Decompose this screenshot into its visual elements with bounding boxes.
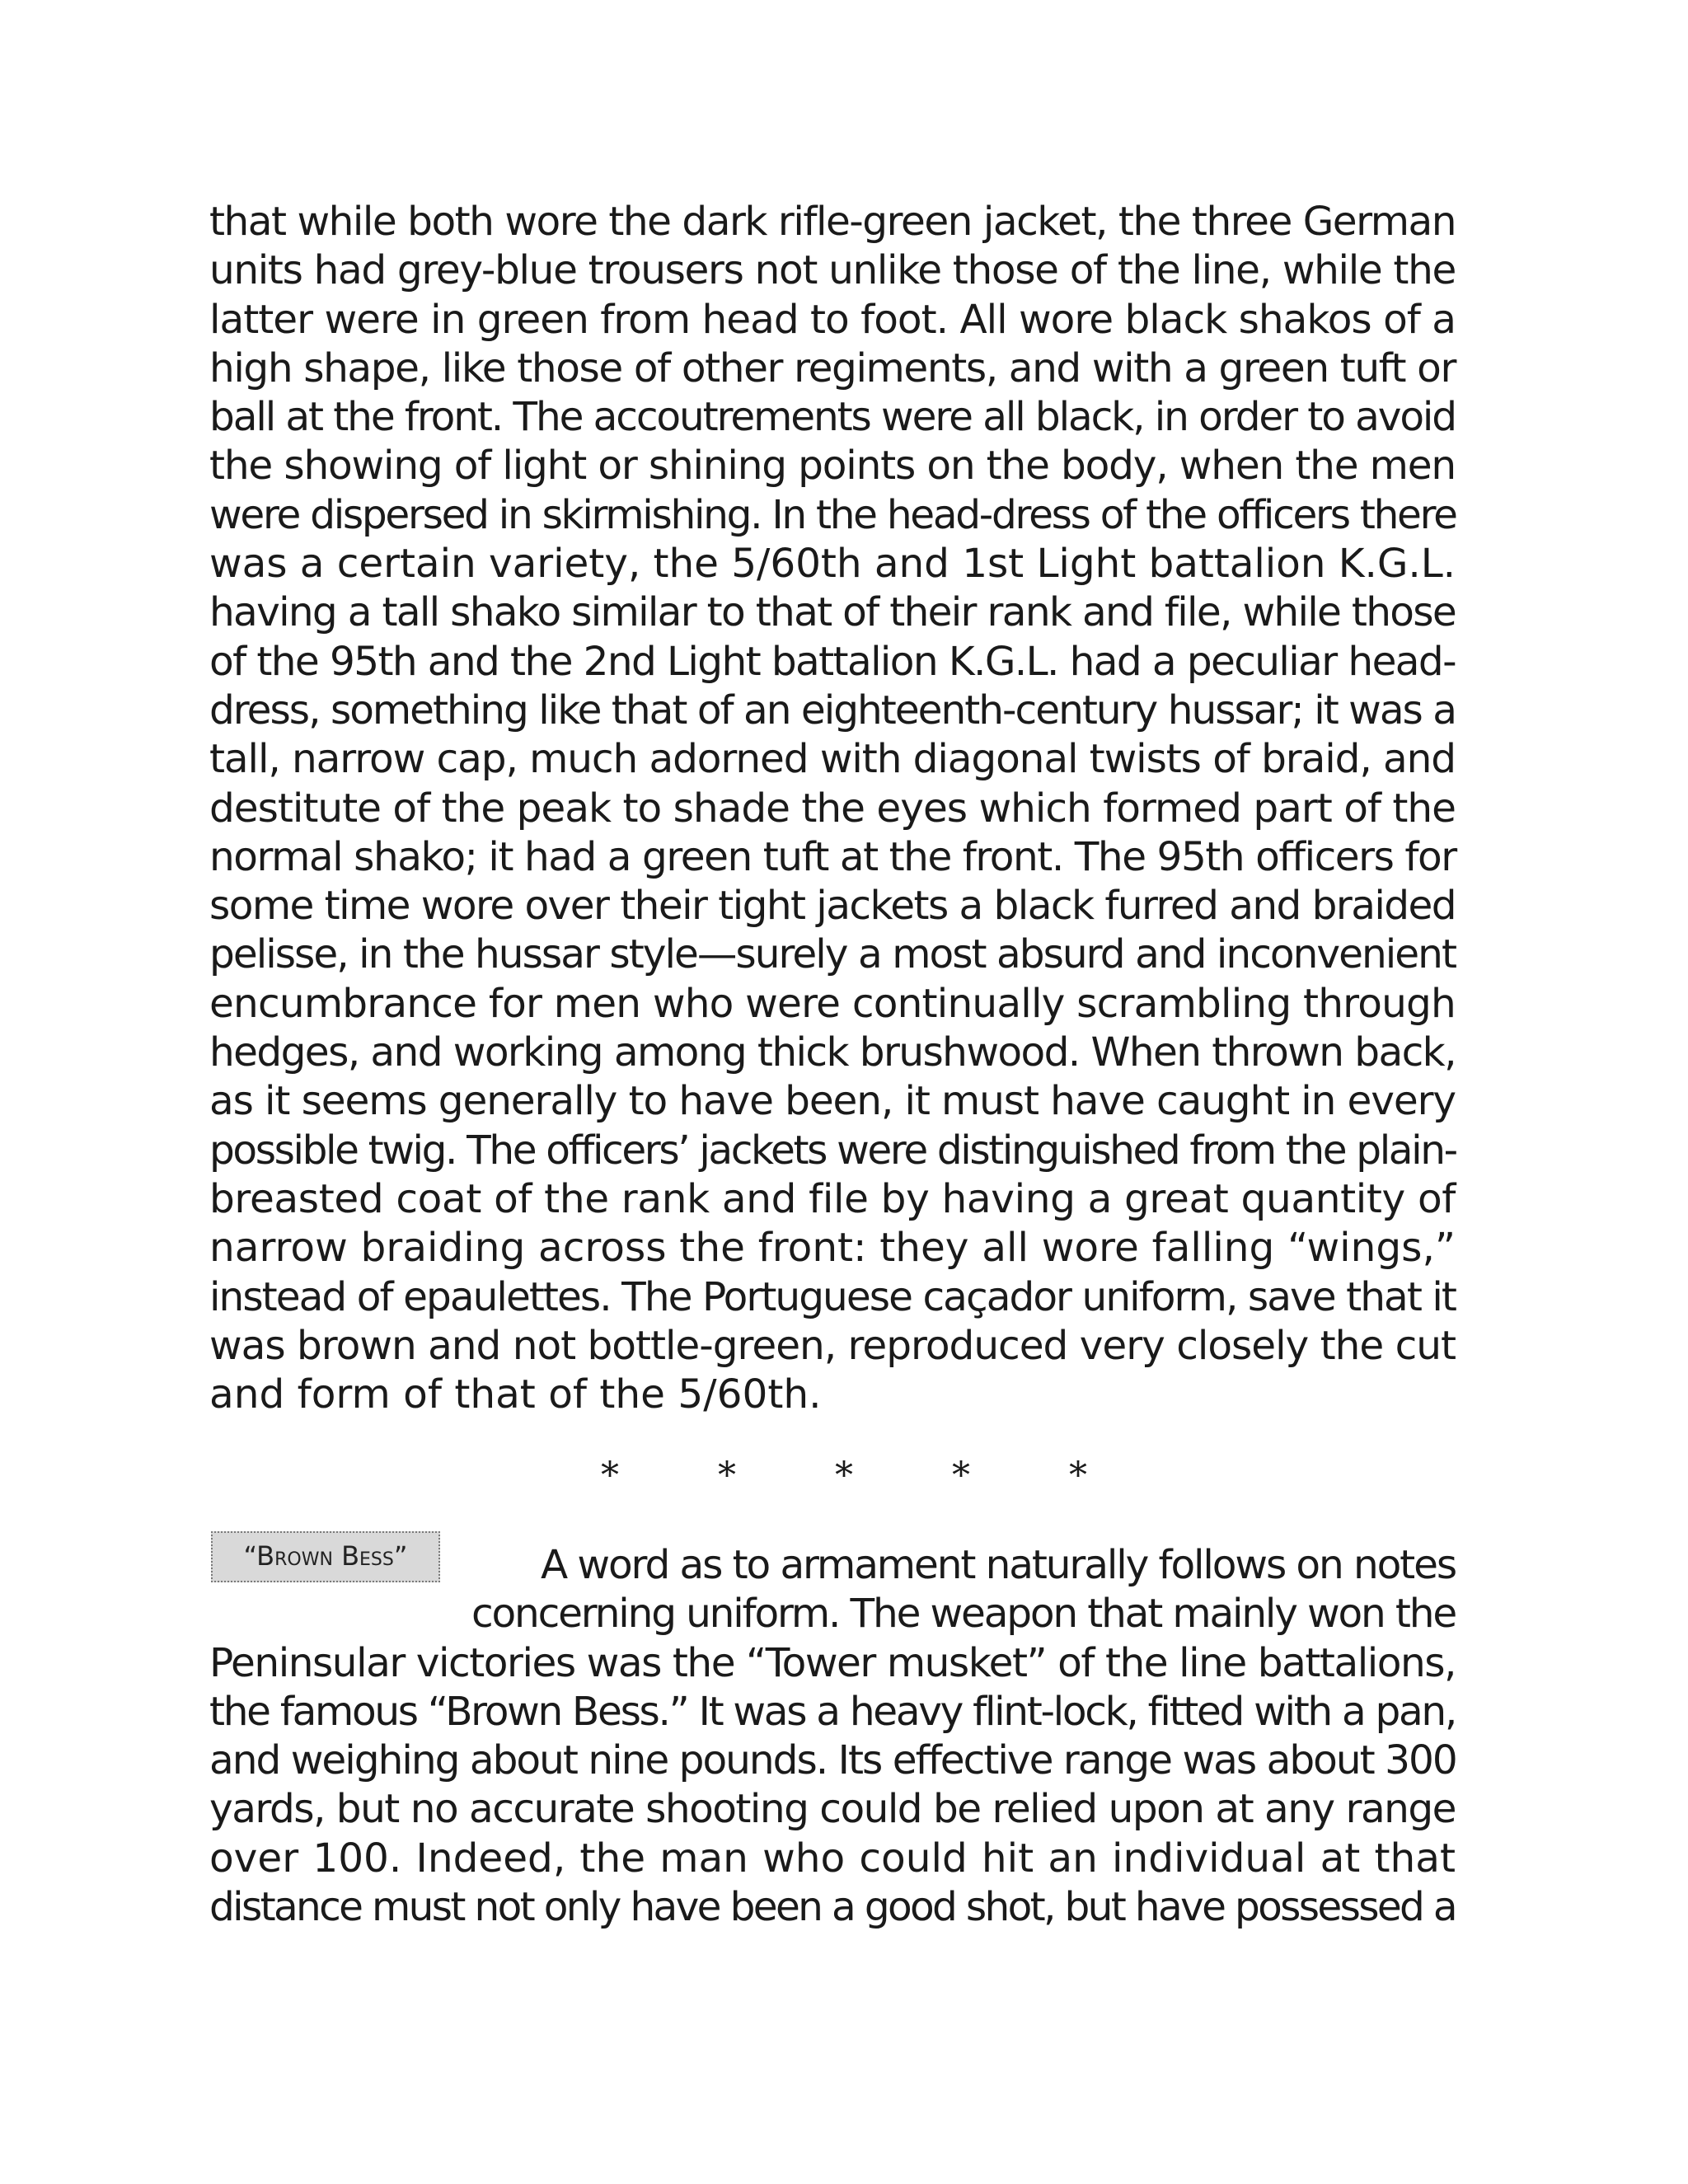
- section-separator: [0, 1455, 1688, 1497]
- text-line: encumbrance for men who were continually scrambling through: [209, 980, 1456, 1027]
- asterisk: *: [835, 1455, 853, 1497]
- text-line: ball at the front. The accoutrements were all black, in order to avoid: [209, 394, 1456, 441]
- text-line: and weighing about nine pounds. Its effective range was about 300: [209, 1737, 1456, 1784]
- text-line: destitute of the peak to shade the eyes which formed part of the: [209, 785, 1456, 832]
- text-line: breasted coat of the rank and file by having a great quantity of: [209, 1175, 1456, 1222]
- asterisk: *: [601, 1455, 619, 1497]
- text-line: high shape, like those of other regiments, and with a green tuft or: [209, 344, 1456, 391]
- text-line: that while both wore the dark rifle-green jacket, the three German: [209, 199, 1456, 245]
- text-line: latter were in green from head to foot. All wore black shakos of a: [209, 296, 1456, 343]
- text-line: normal shako; it had a green tuft at the front. The 95th officers for: [209, 833, 1456, 880]
- asterisk: *: [952, 1455, 970, 1497]
- text-line: distance must not only have been a good shot, but have possessed a: [209, 1884, 1456, 1931]
- text-line: the famous “Brown Bess.” It was a heavy flint-lock, fitted with a pan,: [209, 1688, 1456, 1735]
- text-line: units had grey-blue trousers not unlike those of the line, while the: [209, 247, 1456, 294]
- text-line: dress, something like that of an eighteenth-century hussar; it was a: [209, 687, 1456, 733]
- paragraph-armament: [209, 1541, 1456, 1932]
- text-line: tall, narrow cap, much adorned with diagonal twists of braid, and: [209, 736, 1456, 783]
- paragraph-uniforms: [209, 198, 1456, 1419]
- text-line: narrow braiding across the front: they all wore falling “wings,”: [209, 1225, 1456, 1272]
- text-line: the showing of light or shining points on the body, when the men: [209, 443, 1456, 490]
- sidenote-brown-bess: “Brown Bess”: [211, 1531, 440, 1582]
- text-line: A word as to armament naturally follows on notes: [541, 1542, 1456, 1588]
- text-line: having a tall shako similar to that of their rank and file, while those: [209, 589, 1456, 636]
- asterisk: *: [718, 1455, 736, 1497]
- text-line: over 100. Indeed, the man who could hit an individual at that: [209, 1835, 1456, 1882]
- text-line: pelisse, in the hussar style—surely a most absurd and inconvenient: [209, 931, 1456, 978]
- text-line: and form of that of the 5/60th.: [209, 1371, 822, 1418]
- text-line: yards, but no accurate shooting could be relied upon at any range: [209, 1786, 1456, 1833]
- text-line: instead of epaulettes. The Portuguese caçador uniform, save that it: [209, 1273, 1456, 1320]
- text-line: were dispersed in skirmishing. In the head-dress of the officers there: [209, 491, 1456, 538]
- text-line: was brown and not bottle-green, reproduced very closely the cut: [209, 1322, 1456, 1369]
- text-line: was a certain variety, the 5/60th and 1st Light battalion K.G.L.: [209, 541, 1456, 588]
- text-line: as it seems generally to have been, it must have caught in every: [209, 1078, 1456, 1125]
- text-line: of the 95th and the 2nd Light battalion K.G.L. had a peculiar head-: [209, 638, 1456, 685]
- text-line: some time wore over their tight jackets a black furred and braided: [209, 883, 1456, 930]
- text-line: Peninsular victories was the “Tower musket” of the line battalions,: [209, 1639, 1456, 1686]
- text-line: concerning uniform. The weapon that mainly won the: [471, 1591, 1456, 1638]
- text-line: possible twig. The officers’ jackets were distinguished from the plain-: [209, 1127, 1456, 1174]
- text-line: hedges, and working among thick brushwood. When thrown back,: [209, 1029, 1456, 1076]
- asterisk: *: [1069, 1455, 1087, 1497]
